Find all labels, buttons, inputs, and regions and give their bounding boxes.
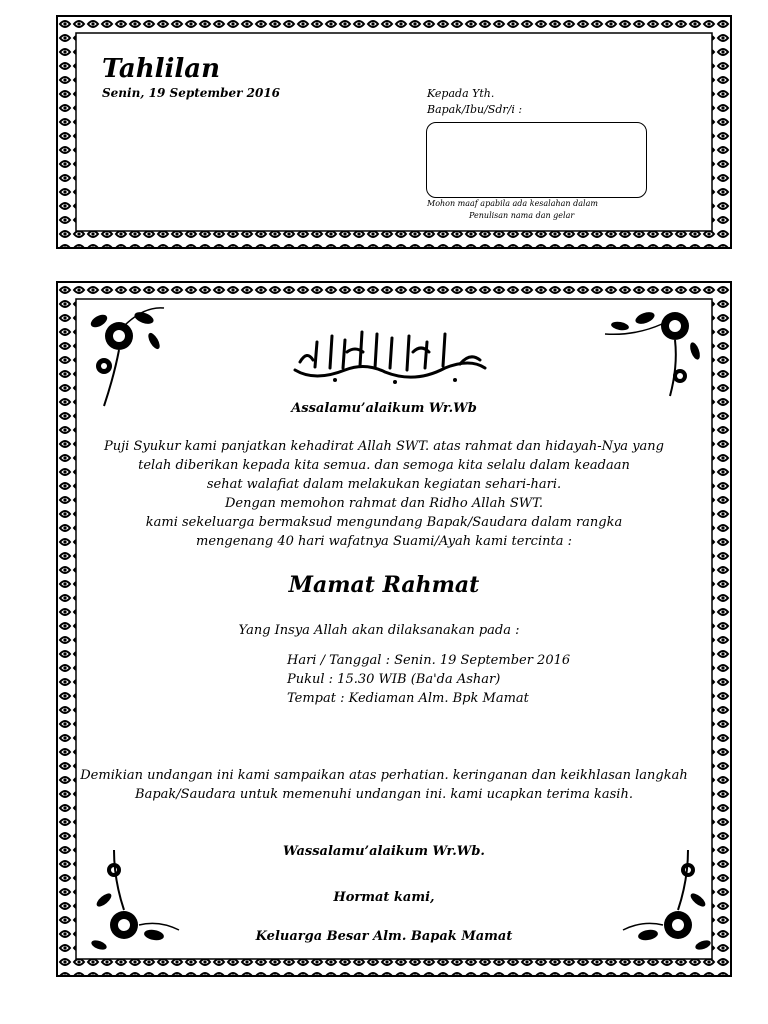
intro-line: kami sekeluarga bermaksud mengundang Bapak/Saudara dalam rangka	[145, 515, 623, 530]
farewell: Wassalamu’alaikum Wr.Wb.	[283, 844, 485, 859]
apology-note	[427, 198, 598, 222]
intro-line: telah diberikan kepada kita semua. dan semoga kita selalu dalam keadaan	[138, 458, 630, 473]
deceased-name: Mamat Rahmat	[288, 572, 480, 598]
intro-line: Puji Syukur kami panjatkan kehadirat Allah SWT. atas rahmat dan hidayah-Nya yang	[104, 439, 664, 454]
event-details	[287, 651, 570, 708]
event-date: Hari / Tanggal : Senin. 19 September 2016	[287, 653, 571, 668]
envelope-date: Senin, 19 September 2016	[102, 86, 281, 100]
note-line2: Penulisan nama dan gelar	[469, 211, 575, 220]
note-line1: Mohon maaf apabila ada kesalahan dalam	[427, 199, 598, 208]
family-signature: Keluarga Besar Alm. Bapak Mamat	[255, 929, 513, 944]
recipient-line1: Kepada Yth.	[427, 87, 495, 100]
floral-corner-ornament	[600, 296, 710, 406]
intro-paragraph	[0, 437, 768, 551]
greeting: Assalamu’alaikum Wr.Wb	[291, 401, 477, 416]
recipient-label	[427, 86, 522, 118]
recipient-line2: Bapak/Ibu/Sdr/i :	[427, 103, 523, 116]
intro-line: Dengan memohon rahmat dan Ridho Allah SWT.	[224, 496, 543, 511]
regards: Hormat kami,	[333, 890, 435, 905]
closing-paragraph	[0, 766, 768, 804]
basmala-calligraphy	[285, 322, 495, 386]
intro-line: sehat walafiat dalam melakukan kegiatan sehari-hari.	[206, 477, 562, 492]
floral-corner-ornament	[84, 296, 174, 416]
held-on-line: Yang Insya Allah akan dilaksanakan pada :	[238, 623, 520, 638]
closing-line: Bapak/Saudara untuk memenuhi undangan ini. kami ucapkan terima kasih.	[135, 787, 633, 802]
intro-line: mengenang 40 hari wafatnya Suami/Ayah kami tercinta :	[196, 534, 572, 549]
envelope-title: Tahlilan	[102, 54, 220, 84]
recipient-name-box	[426, 122, 647, 198]
closing-line: Demikian undangan ini kami sampaikan atas perhatian. keringanan dan keikhlasan langkah	[80, 768, 688, 783]
event-place: Tempat : Kediaman Alm. Bpk Mamat	[287, 691, 529, 706]
event-time: Pukul : 15.30 WIB (Ba'da Ashar)	[287, 672, 501, 687]
